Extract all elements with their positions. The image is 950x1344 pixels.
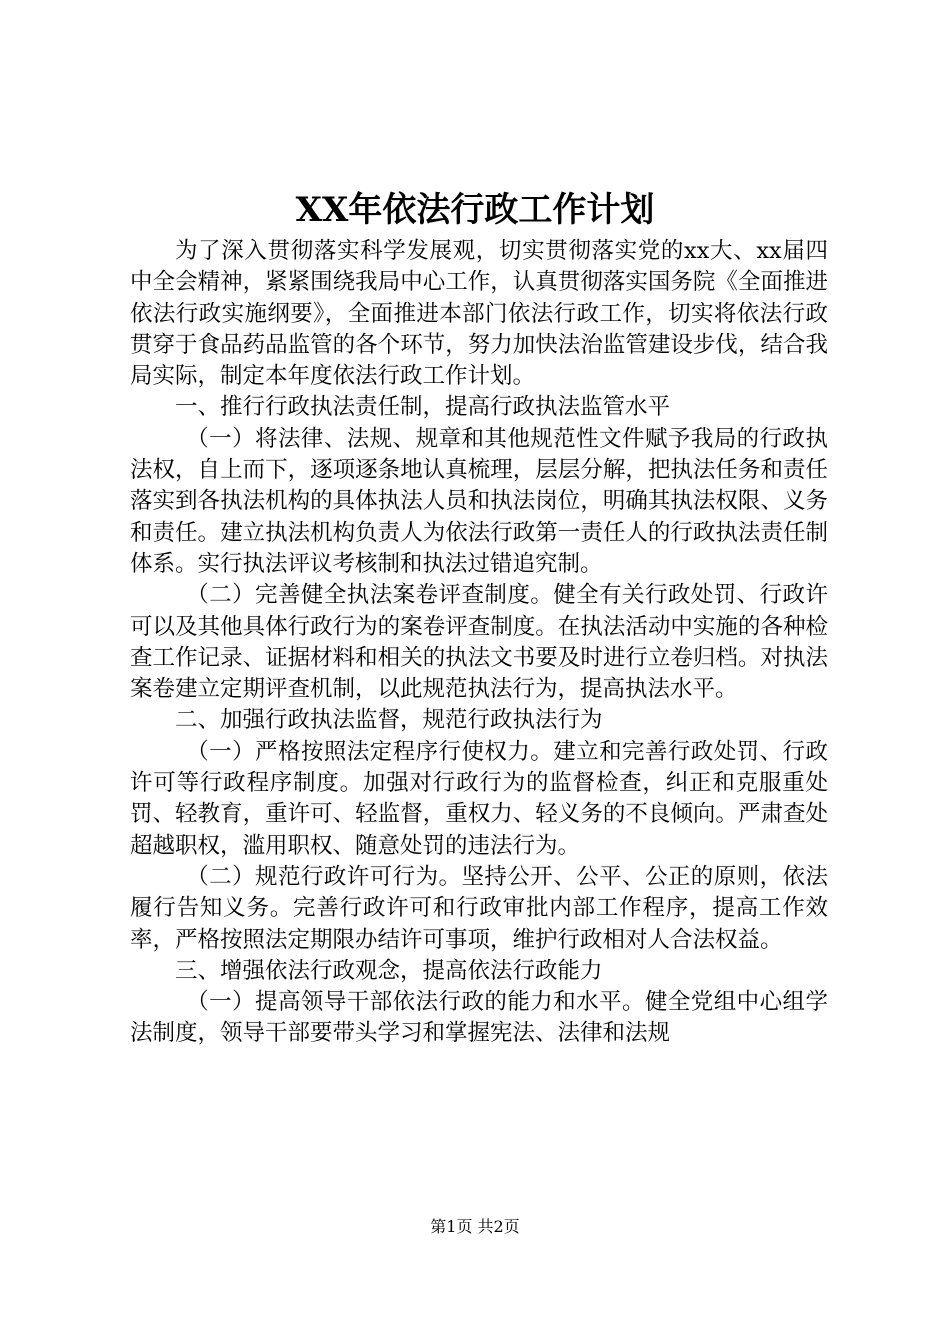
section-3-item-1: （一）提高领导干部依法行政的能力和水平。健全党组中心组学法制度，领导干部要带头学习和掌握宪法、法律和法规: [130, 989, 828, 1047]
intro-paragraph: 为了深入贯彻落实科学发展观，切实贯彻落实党的xx大、xx届四中全会精神，紧紧围绕我局中心工作，认真贯彻落实国务院《全面推进依法行政实施纲要》，全面推进本部门依法行政工作，切实将依法行政贯穿于食品药品监管的各个环节，努力加快法治监管建设步伐，结合我局实际，制定本年度依法行政工作计划。: [130, 238, 828, 390]
document-title: XX年依法行政工作计划: [295, 190, 655, 230]
section-heading-3: 三、增强依法行政观念，提高依法行政能力: [175, 957, 603, 984]
section-1-item-1: （一）将法律、法规、规章和其他规范性文件赋予我局的行政执法权，自上而下，逐项逐条地认真梳理，层层分解，把执法任务和责任落实到各执法机构的具体执法人员和执法岗位，明确其执法权限、义务和责任。建立执法机构负责人为依法行政第一责任人的行政执法责任制体系。实行执法评议考核制和执法过错追究制。: [130, 425, 828, 577]
section-2-item-1: （一）严格按照法定程序行使权力。建立和完善行政处罚、行政许可等行政程序制度。加强对行政行为的监督检查，纠正和克服重处罚、轻教育，重许可、轻监督，重权力、轻义务的不良倾向。严肃查处超越职权，滥用职权、随意处罚的违法行为。: [130, 738, 828, 859]
section-heading-2: 二、加强行政执法监督，规范行政执法行为: [175, 707, 603, 734]
section-2-item-2: （二）规范行政许可行为。坚持公开、公平、公正的原则，依法履行告知义务。完善行政许可和行政审批内部工作程序，提高工作效率，严格按照法定期限办结许可事项，维护行政相对人合法权益。: [130, 863, 828, 953]
section-1-item-2: （二）完善健全执法案卷评查制度。健全有关行政处罚、行政许可以及其他具体行政行为的案卷评查制度。在执法活动中实施的各种检查工作记录、证据材料和相关的执法文书要及时进行立卷归档。对执法案卷建立定期评查机制，以此规范执法行为，提高执法水平。: [130, 582, 828, 703]
page-footer: 第1页 共2页: [430, 1217, 520, 1236]
section-heading-1: 一、推行行政执法责任制，提高行政执法监管水平: [175, 394, 671, 421]
document-body: [130, 236, 828, 1050]
